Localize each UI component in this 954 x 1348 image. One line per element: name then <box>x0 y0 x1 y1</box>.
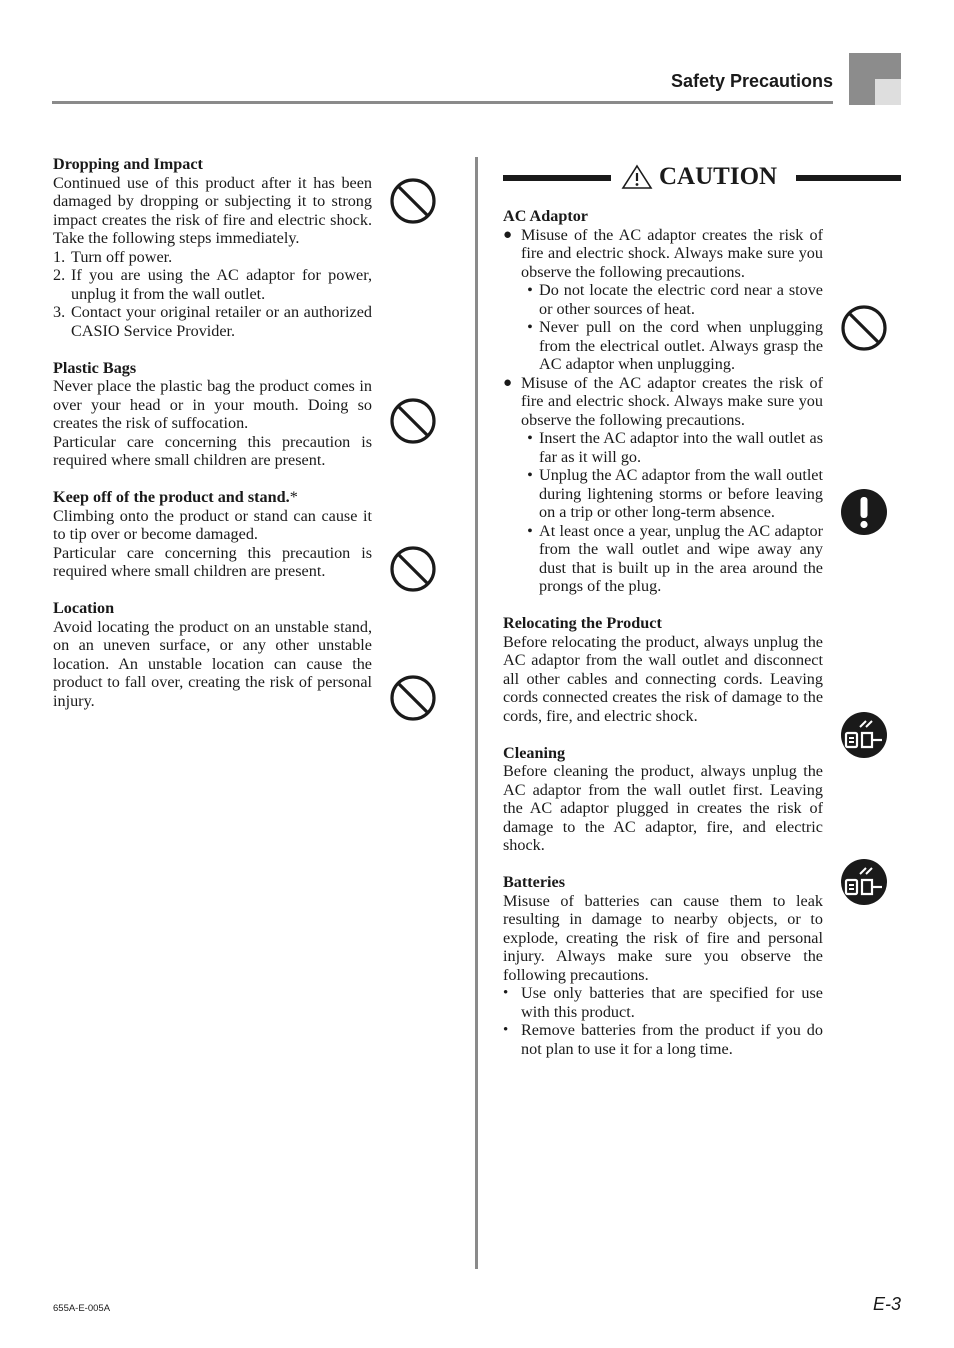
caution-banner <box>621 160 777 194</box>
caution-bar-right <box>796 175 901 181</box>
list-item: • Use only batteries that are specified for use with this product. <box>503 984 823 1021</box>
section-batteries <box>503 873 823 1058</box>
list-item: • Never pull on the cord when unplugging from the electrical outlet. Always grasp the AC adaptor when unplugging. <box>527 318 823 373</box>
prohibited-icon <box>389 545 437 593</box>
list-item: • At least once a year, unplug the AC adaptor from the wall outlet and wipe away any dust that is built up in the area around the prongs of the plug. <box>527 521 823 595</box>
section-heading: Cleaning <box>503 743 566 762</box>
section-title: Safety Precautions <box>670 71 833 91</box>
section-heading: Batteries <box>503 873 566 891</box>
section-body: Continued use of this product after it has been damaged by dropping or subjecting it to strong impact creates the risk of fire and electric shock. Take the following steps immediately. <box>53 173 372 247</box>
unplug-icon <box>840 711 888 759</box>
section-body: Never place the plastic bag the product comes in over your head or in your mouth. Doing so creates the risk of suffocation. <box>53 377 372 432</box>
list-item: ● Misuse of the AC adaptor creates the risk of fire and electric shock. Always make sure you observe the following precautions. <box>503 373 823 429</box>
list-item: 2. If you are using the AC adaptor for power, unplug it from the wall outlet. <box>53 266 372 303</box>
list-item: ● Misuse of the AC adaptor creates the risk of fire and electric shock. Always make sure you observe the following precautions. <box>503 225 823 281</box>
section-body: Avoid locating the product on an unstable stand, on an uneven surface, or any other unstable location. An unstable location can cause the product to fall over, creating the risk of personal injury. <box>53 617 372 710</box>
list-item: 1. Turn off power. <box>53 247 173 266</box>
section-ac-adaptor <box>503 207 823 596</box>
section-dropping <box>53 155 372 340</box>
section-heading: Dropping and Impact <box>53 155 203 173</box>
section-heading: Location <box>53 599 115 617</box>
section-body: Misuse of batteries can cause them to leak resulting in damage to nearby objects, or to explode, creating the risk of fire and personal injury. Always make sure you observe the following precautions. <box>503 891 823 984</box>
section-heading: Keep off of the product and stand.* <box>53 488 298 506</box>
thumb-tab-inner <box>875 79 901 105</box>
list-item: • Do not locate the electric cord near a stove or other sources of heat. <box>527 281 823 318</box>
section-keep-off <box>53 488 372 581</box>
asterisk: * <box>289 488 298 506</box>
prohibited-icon <box>840 304 888 352</box>
unplug-icon <box>840 858 888 906</box>
list-item: 3. Contact your original retailer or an authorized CASIO Service Provider. <box>53 303 372 340</box>
mandatory-icon <box>840 488 888 536</box>
column-divider <box>475 157 478 1269</box>
list-item: • Unplug the AC adaptor from the wall outlet during lightening storms or before leaving on a trip or other long-term absence. <box>527 466 823 521</box>
section-cleaning <box>503 744 823 855</box>
section-body: Climbing onto the product or stand can cause it to tip over or become damaged. <box>53 506 372 543</box>
list-item: • Remove batteries from the product if you do not plan to use it for a long time. <box>503 1021 823 1058</box>
prohibited-icon <box>389 177 437 225</box>
section-plastic-bags <box>53 359 372 470</box>
section-heading: Relocating the Product <box>503 614 662 632</box>
left-column <box>53 155 372 729</box>
section-body: Before relocating the product, always unplug the AC adaptor from the wall outlet and disconnect all other cables and connecting cords. Leaving cords connected creates the risk of damage to the cords, fire, and electric shock. <box>503 632 823 725</box>
section-location <box>53 599 372 710</box>
section-body: Particular care concerning this precaution is required where small children are present. <box>53 543 372 580</box>
section-heading: Plastic Bags <box>53 358 137 377</box>
prohibited-icon <box>389 397 437 445</box>
right-column <box>503 207 823 1077</box>
caution-bar-left <box>503 175 611 181</box>
page-number: E-3 <box>872 1294 901 1314</box>
caution-title: CAUTION <box>659 163 778 190</box>
list-item: • Insert the AC adaptor into the wall outlet as far as it will go. <box>527 429 823 466</box>
prohibited-icon <box>389 674 437 722</box>
section-body: Particular care concerning this precaution is required where small children are present. <box>53 432 372 469</box>
document-code: 655A-E-005A <box>53 1303 111 1314</box>
section-body: Before cleaning the product, always unplug the AC adaptor from the wall outlet first. Leaving the AC adaptor plugged in creates the risk of damage to the AC adaptor, fire, and electric shock. <box>503 762 823 854</box>
header-rule <box>52 101 833 104</box>
warning-triangle-icon <box>621 164 653 190</box>
section-heading: AC Adaptor <box>503 207 588 225</box>
section-relocating <box>503 614 823 725</box>
